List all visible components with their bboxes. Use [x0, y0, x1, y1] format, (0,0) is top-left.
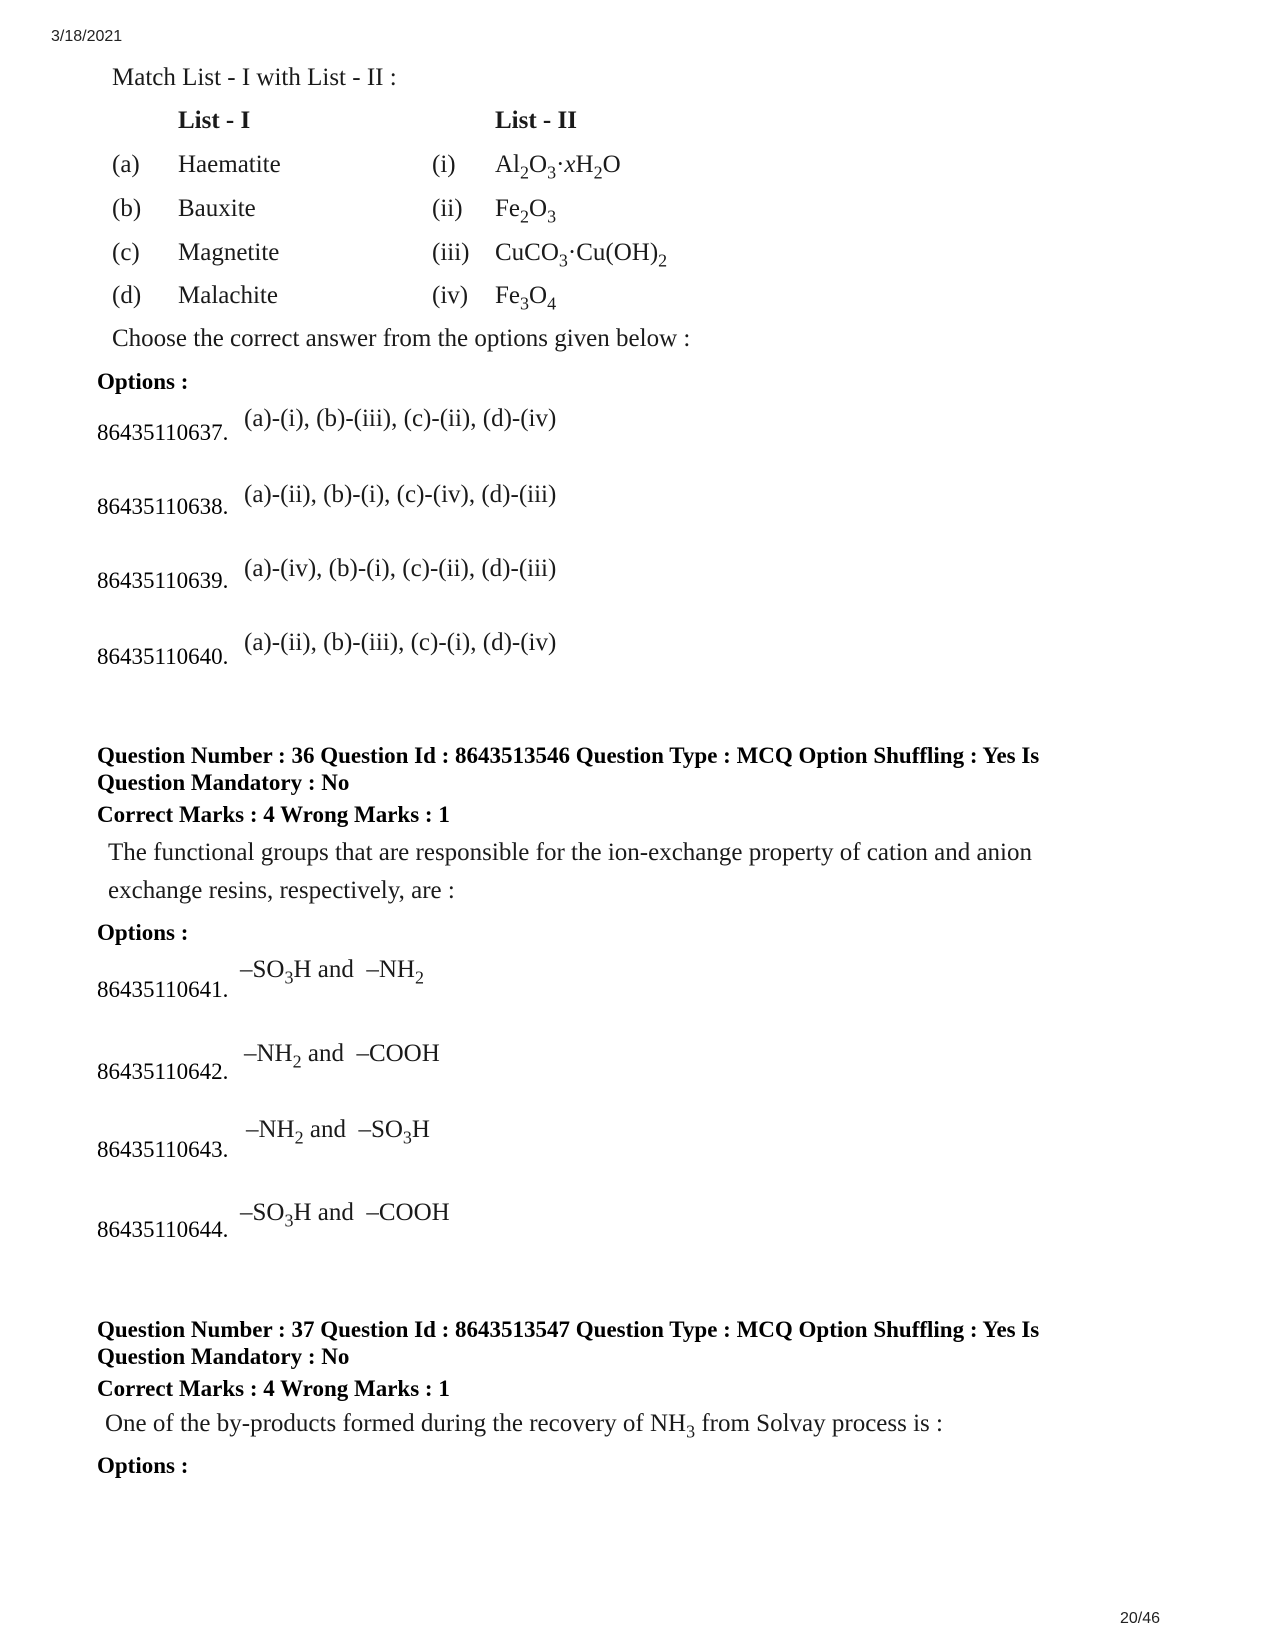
formula-fe2o3: $Fe_2O_3$	[495, 195, 557, 227]
q36-option-2-id[interactable]: 86435110642.	[97, 1059, 229, 1084]
row-iii-roman: (iii)	[432, 239, 470, 266]
q35-option-1-id[interactable]: 86435110637.	[97, 420, 229, 445]
q35-choose-instruction: Choose the correct answer from the options given below :	[112, 325, 691, 352]
q35-options-label: Options :	[97, 369, 189, 394]
q37-text: One of the by-products formed during the recovery of $NH_3$ from Solvay process is :	[105, 1410, 943, 1442]
q36-option-1-text[interactable]: $-SO_3H$ and $-NH_2$	[240, 956, 424, 988]
row-a-letter: (a)	[112, 151, 140, 178]
q36-header-line1: Question Number : 36 Question Id : 8643513546 Question Type : MCQ Option Shuffling : Yes Is	[97, 743, 1040, 768]
q36-marks: Correct Marks : 4 Wrong Marks : 1	[97, 802, 450, 827]
row-i-roman: (i)	[432, 151, 456, 178]
q36-header-line2: Question Mandatory : No	[97, 770, 350, 795]
list1-header: List - I	[178, 107, 251, 134]
formula-alumina-hydrate: $Al_2O_3\cdot xH_2O$	[495, 151, 621, 183]
q36-option-3-id[interactable]: 86435110643.	[97, 1137, 229, 1162]
row-c-letter: (c)	[112, 239, 140, 266]
q36-option-4-id[interactable]: 86435110644.	[97, 1217, 229, 1242]
q35-prompt: Match List - I with List - II :	[112, 64, 397, 91]
q36-text-line2: exchange resins, respectively, are :	[108, 877, 455, 904]
row-d-item: Malachite	[178, 282, 278, 309]
row-ii-roman: (ii)	[432, 195, 463, 222]
page-number: 20/46	[1119, 1610, 1160, 1627]
q37-options-label: Options :	[97, 1453, 189, 1478]
q36-option-2-text[interactable]: $-NH_2$ and –COOH	[244, 1040, 440, 1072]
q36-option-4-text[interactable]: $-SO_3H$ and –COOH	[240, 1199, 450, 1231]
row-d-letter: (d)	[112, 282, 142, 309]
formula-fe3o4: $Fe_3O_4$	[495, 282, 557, 314]
formula-malachite: $CuCO_3\cdot Cu(OH)_2$	[495, 239, 668, 271]
row-c-item: Magnetite	[178, 239, 280, 266]
row-a-item: Haematite	[178, 151, 281, 178]
q37-header-line2: Question Mandatory : No	[97, 1344, 350, 1369]
q37-header-line1: Question Number : 37 Question Id : 8643513547 Question Type : MCQ Option Shuffling : Yes Is	[97, 1317, 1040, 1342]
q35-option-3-id[interactable]: 86435110639.	[97, 568, 229, 593]
q35-option-3-text[interactable]: (a)-(iv), (b)-(i), (c)-(ii), (d)-(iii)	[244, 555, 557, 582]
q36-option-1-id[interactable]: 86435110641.	[97, 977, 229, 1002]
q35-option-2-id[interactable]: 86435110638.	[97, 494, 229, 519]
row-b-item: Bauxite	[178, 195, 256, 222]
print-date: 3/18/2021	[51, 28, 123, 45]
row-b-letter: (b)	[112, 195, 142, 222]
q35-option-4-text[interactable]: (a)-(ii), (b)-(iii), (c)-(i), (d)-(iv)	[244, 629, 557, 656]
q36-text-line1: The functional groups that are responsible for the ion-exchange property of cation and anion	[108, 839, 1032, 866]
q35-option-2-text[interactable]: (a)-(ii), (b)-(i), (c)-(iv), (d)-(iii)	[244, 481, 557, 508]
row-iv-roman: (iv)	[432, 282, 469, 309]
list2-header: List - II	[495, 107, 577, 134]
q35-option-4-id[interactable]: 86435110640.	[97, 644, 229, 669]
q35-option-1-text[interactable]: (a)-(i), (b)-(iii), (c)-(ii), (d)-(iv)	[244, 405, 557, 432]
q37-marks: Correct Marks : 4 Wrong Marks : 1	[97, 1376, 450, 1401]
q36-options-label: Options :	[97, 920, 189, 945]
q36-option-3-text[interactable]: $-NH_2$ and $-SO_3H$	[246, 1116, 430, 1148]
